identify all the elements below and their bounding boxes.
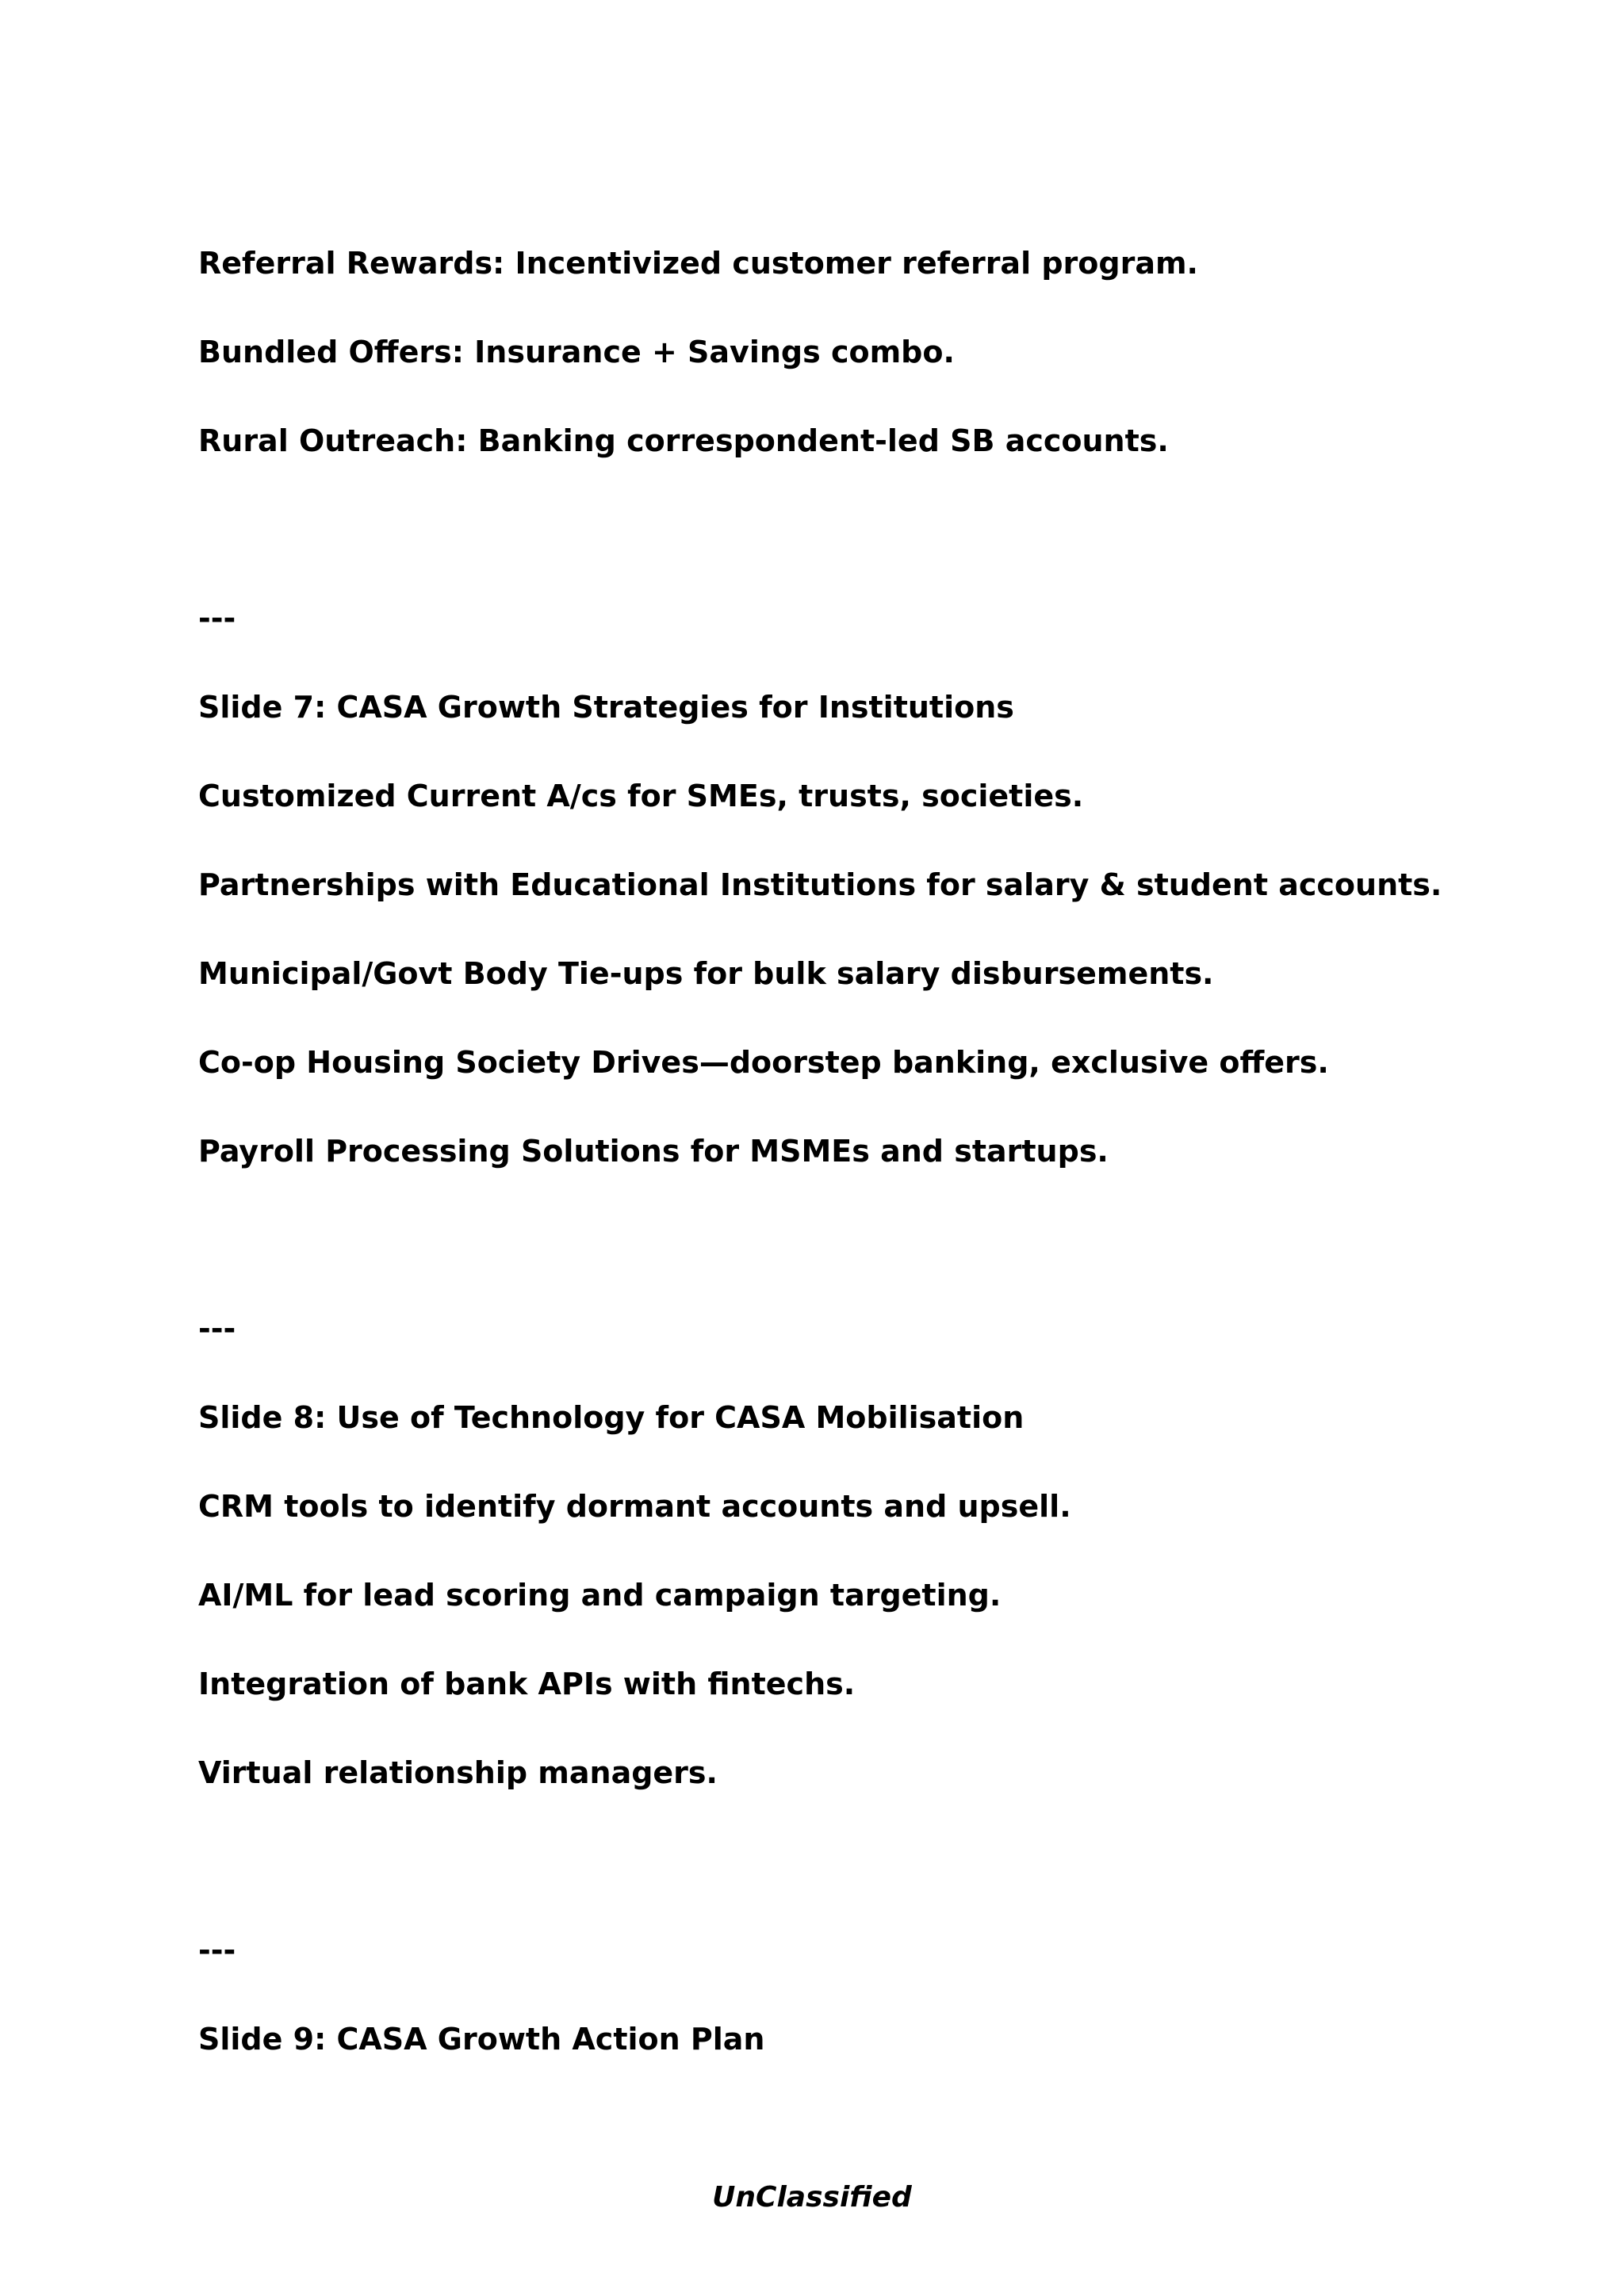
paragraph-coop-housing-drives: Co-op Housing Society Drives—doorstep banking, exclusive offers. [198, 1045, 1329, 1080]
paragraph-api-integration: Integration of bank APIs with fintechs. [198, 1667, 856, 1701]
paragraph-rural-outreach: Rural Outreach: Banking correspondent-led SB accounts. [198, 423, 1169, 458]
slide-7-heading: Slide 7: CASA Growth Strategies for Institutions [198, 690, 1014, 725]
classification-footer: UnClassified [712, 2181, 912, 2214]
paragraph-municipal-tieups: Municipal/Govt Body Tie-ups for bulk salary disbursements. [198, 956, 1214, 991]
slide-8-heading: Slide 8: Use of Technology for CASA Mobilisation [198, 1400, 1025, 1435]
paragraph-referral-rewards: Referral Rewards: Incentivized customer referral program. [198, 246, 1198, 281]
paragraph-payroll-processing: Payroll Processing Solutions for MSMEs and startups. [198, 1134, 1109, 1169]
paragraph-ai-ml: AI/ML for lead scoring and campaign targeting. [198, 1578, 1002, 1613]
section-separator: --- [198, 1933, 236, 1968]
paragraph-crm-tools: CRM tools to identify dormant accounts and upsell. [198, 1489, 1071, 1524]
paragraph-customized-current-accounts: Customized Current A/cs for SMEs, trusts, societies. [198, 779, 1084, 813]
paragraph-virtual-rm: Virtual relationship managers. [198, 1755, 718, 1790]
section-separator: --- [198, 1311, 236, 1346]
section-separator: --- [198, 601, 236, 636]
paragraph-educational-partnerships: Partnerships with Educational Institutions for salary & student accounts. [198, 867, 1442, 902]
slide-9-heading: Slide 9: CASA Growth Action Plan [198, 2022, 765, 2057]
paragraph-bundled-offers: Bundled Offers: Insurance + Savings combo. [198, 335, 955, 369]
